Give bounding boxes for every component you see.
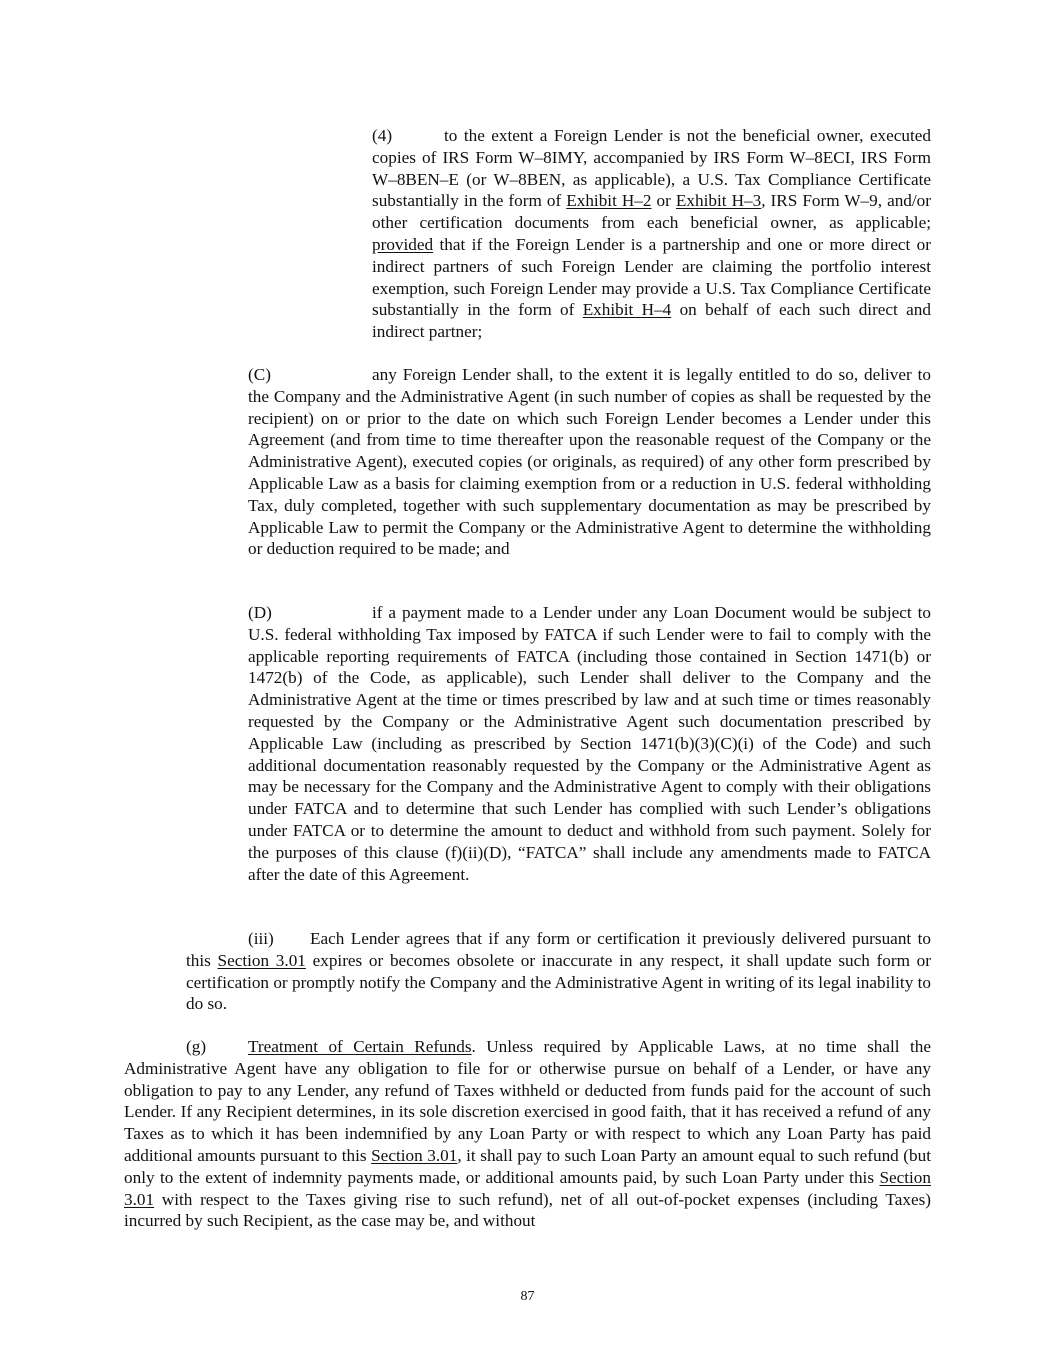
paragraph-text: if a payment made to a Lender under any Loan Document would be subject to U.S. federal withholding Tax imposed by FATCA if such Lender were to fail to comply with the applicable reporting requirements of FATCA (including those contained in Section 1471(b) or 1472(b) of the Code, as applicable), such Lender shall deliver to the Company and the Administrative Agent at the time or times prescribed by law and at such time or times reasonably requested by the Company or the Administrative Agent such documentation prescribed by Applicable Law (including as prescribed by Section 1471(b)(3)(C)(i) of the Code) and such additional documentation reasonably requested by the Company or the Administrative Agent as may be necessary for the Company and the Administrative Agent to comply with their obligations under FATCA and to determine that such Lender has complied with such Lender’s obligations under FATCA or to determine the amount to deduct and withhold from such payment. Solely for the purposes of this clause (f)(ii)(D), “FATCA” shall include any amendments made to FATCA after the date of this Agreement. bbox=[248, 603, 931, 884]
exhibit-h4-reference: Exhibit H–4 bbox=[582, 300, 672, 320]
paragraph-number: (D) bbox=[248, 603, 272, 622]
paragraph-text: Each Lender agrees that if any form or certification it previously delivered pursuant to this bbox=[186, 929, 931, 970]
paragraph-g: (g) Treatment of Certain Refunds. Unless required by Applicable Laws, at no time shall the Administrative Agent have any obligation to file for or otherwise pursue on behalf of a Lender, or have any obligation to pay to any Lender, any refund of Taxes withheld or deducted from funds paid for the account of such Lender. If any Recipient determines, in its sole discretion exercised in good faith, that it has received a refund of any Taxes as to which it has been indemnified by any Loan Party or with respect to which any Loan Party has paid additional amounts pursuant to this Section 3.01, it shall pay to such Loan Party an amount equal to such refund (but only to the extent of indemnity payments made, or additional amounts paid, by such Loan Party under this Section 3.01 with respect to the Taxes giving rise to such refund), net of all out-of-pocket expenses (including Taxes) incurred by such Recipient, as the case may be, and without bbox=[124, 1037, 931, 1231]
paragraph-number: (C) bbox=[248, 365, 271, 384]
section-3-01-reference: Section 3.01 bbox=[124, 1167, 931, 1209]
exhibit-h3-reference: Exhibit H–3 bbox=[675, 191, 762, 211]
paragraph-text: any Foreign Lender shall, to the extent it is legally entitled to do so, deliver to the Company and the Administrative Agent (in such number of copies as shall be requested by the recipient) on or prior to the date on which such Foreign Lender becomes a Lender under this Agreement (and from time to time thereafter upon the reasonable request of the Company or the Administrative Agent), executed copies (or originals, as required) of any other form prescribed by Applicable Law as a basis for claiming exemption from or a reduction in U.S. federal withholding Tax, duly completed, together with such supplementary documentation as may be prescribed by Applicable Law to permit the Company or the Administrative Agent to determine the withholding or deduction required to be made; and bbox=[248, 365, 931, 559]
section-3-01-reference: Section 3.01 bbox=[217, 950, 306, 970]
section-3-01-reference: Section 3.01 bbox=[371, 1145, 458, 1165]
paragraph-number: (g) bbox=[186, 1037, 207, 1056]
paragraph-text: to the extent a Foreign Lender is not the beneficial owner, executed copies of IRS Form W–8IMY, accompanied by IRS Form W–8ECI, IRS Form W–8BEN–E (or W–8BEN, as applicable), a U.S. Tax Compliance Certificate substantially in the form of bbox=[372, 126, 931, 211]
provided-term: provided bbox=[372, 234, 434, 254]
paragraph-4: (4) to the extent a Foreign Lender is not the beneficial owner, executed copies of IRS Form W–8IMY, accompanied by IRS Form W–8ECI, IRS Form W–8BEN–E (or W–8BEN, as applicable), a U.S. Tax Compliance Certificate substantially in the form of Exhibit H–2 or Exhibit H–3, IRS Form W–9, and/or other certification documents from each beneficial owner, as applicable; provided that if the Foreign Lender is a partnership and one or more direct or indirect partners of such Foreign Lender are claiming the portfolio interest exemption, such Foreign Lender may provide a U.S. Tax Compliance Certificate substantially in the form of Exhibit H–4 on behalf of each such direct and indirect partner; bbox=[372, 126, 931, 342]
page-number: 87 bbox=[520, 1289, 535, 1304]
exhibit-h2-reference: Exhibit H–2 bbox=[566, 191, 652, 211]
paragraph-text: . Unless required by Applicable Laws, at no time shall the Administrative Agent have any obligation to file for or otherwise pursue on behalf of a Lender, or have any obligation to pay to any Lender, any refund of Taxes withheld or deducted from funds paid for the account of such Lender. If any Recipient determines, in its sole discretion exercised in good faith, that it has received a refund of any Taxes as to which it has been indemnified by any Loan Party or with respect to which any Loan Party has paid additional amounts pursuant to this bbox=[124, 1037, 931, 1165]
paragraph-number: (iii) bbox=[248, 929, 274, 948]
paragraph-D bbox=[248, 602, 931, 885]
paragraph-C bbox=[248, 364, 931, 560]
paragraph-iii: (iii) Each Lender agrees that if any form or certification it previously delivered pursuant to this Section 3.01 expires or becomes obsolete or inaccurate in any respect, it shall update such form or certification or promptly notify the Company and the Administrative Agent in writing of its legal inability to do so. bbox=[186, 929, 931, 1014]
section-heading: Treatment of Certain Refunds bbox=[248, 1037, 472, 1056]
